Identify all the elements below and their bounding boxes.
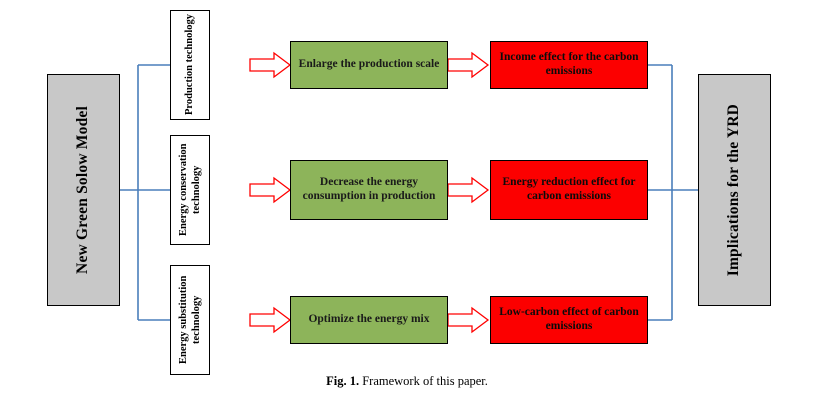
- node-implications-for-yrd-label: Implications for the YRD: [725, 103, 743, 277]
- figure-caption-label: Fig. 1.: [326, 374, 360, 388]
- node-decrease-energy-consumption: [290, 160, 448, 220]
- node-enlarge-production-scale: [290, 41, 448, 89]
- node-energy-substitution-technology-label: Energy substitution technology: [177, 275, 202, 365]
- node-income-effect: [490, 41, 648, 89]
- node-energy-substitution-technology: [170, 265, 210, 375]
- figure-caption: [0, 374, 814, 389]
- node-decrease-energy-consumption-label: Decrease the energy consumption in production: [302, 176, 436, 202]
- node-energy-conservation-technology-label: Energy conservation technology: [177, 143, 202, 237]
- node-energy-reduction-effect-label: Energy reduction effect for carbon emissions: [502, 176, 636, 202]
- node-low-carbon-effect: [490, 296, 648, 344]
- node-optimize-energy-mix-label: Optimize the energy mix: [308, 313, 430, 326]
- node-production-technology-label: Production technology: [184, 14, 196, 116]
- node-optimize-energy-mix: [290, 296, 448, 344]
- node-implications-for-yrd: [698, 74, 771, 306]
- figure-caption-text: Framework of this paper.: [362, 374, 488, 388]
- node-energy-reduction-effect: [490, 160, 648, 220]
- node-low-carbon-effect-label: Low-carbon effect of carbon emissions: [499, 306, 639, 332]
- node-new-green-solow-model: [47, 74, 120, 306]
- node-income-effect-label: Income effect for the carbon emissions: [499, 51, 639, 77]
- node-enlarge-production-scale-label: Enlarge the production scale: [298, 58, 440, 71]
- node-production-technology: [170, 10, 210, 120]
- node-new-green-solow-model-label: New Green Solow Model: [74, 106, 92, 274]
- node-energy-conservation-technology: [170, 135, 210, 245]
